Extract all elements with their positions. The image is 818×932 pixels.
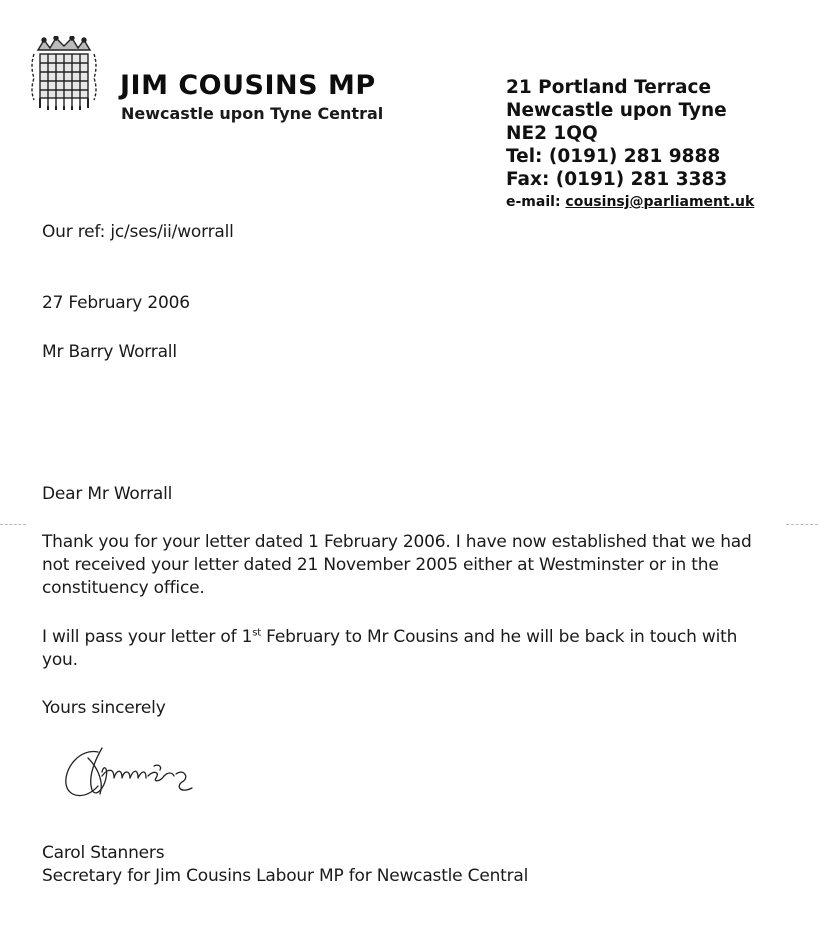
ordinal-suffix: st [252,627,261,639]
mp-constituency: Newcastle upon Tyne Central [121,104,384,123]
signatory-title: Secretary for Jim Cousins Labour MP for Newcastle Central [42,866,529,886]
fold-mark-left [0,524,26,525]
signatory-name: Carol Stanners [42,843,165,863]
email-line [506,192,754,212]
paragraph-two-start: I will pass your letter of 1 [42,627,253,647]
paragraph-one: Thank you for your letter dated 1 February 2006. I have now established that we had not received your letter dated 21 November 2005 either at Westminster or in the constituency office. [42,532,752,598]
address-street: 21 Portland Terrace [506,77,712,98]
letter-date: 27 February 2006 [42,293,190,313]
fax-number: Fax: (0191) 281 3383 [506,169,728,190]
portcullis-icon [28,36,100,112]
email-label: e-mail: [506,194,561,210]
recipient-name: Mr Barry Worrall [42,342,177,362]
address-postcode: NE2 1QQ [506,123,598,144]
handwritten-signature [58,738,228,808]
paragraph-two-end: February to Mr Cousins and he will be back in touch with you. [42,627,738,670]
email-link[interactable]: cousinsj@parliament.uk [565,194,755,210]
address-block [506,76,754,212]
reference-line: Our ref: jc/ses/ii/worrall [42,222,234,242]
fold-mark-right [786,524,818,525]
telephone-number: Tel: (0191) 281 9888 [506,146,721,167]
salutation: Dear Mr Worrall [42,484,173,504]
closing: Yours sincerely [42,698,166,718]
address-city: Newcastle upon Tyne [506,100,727,121]
mp-name: JIM COUSINS MP [120,70,376,101]
paragraph-two [42,626,772,672]
